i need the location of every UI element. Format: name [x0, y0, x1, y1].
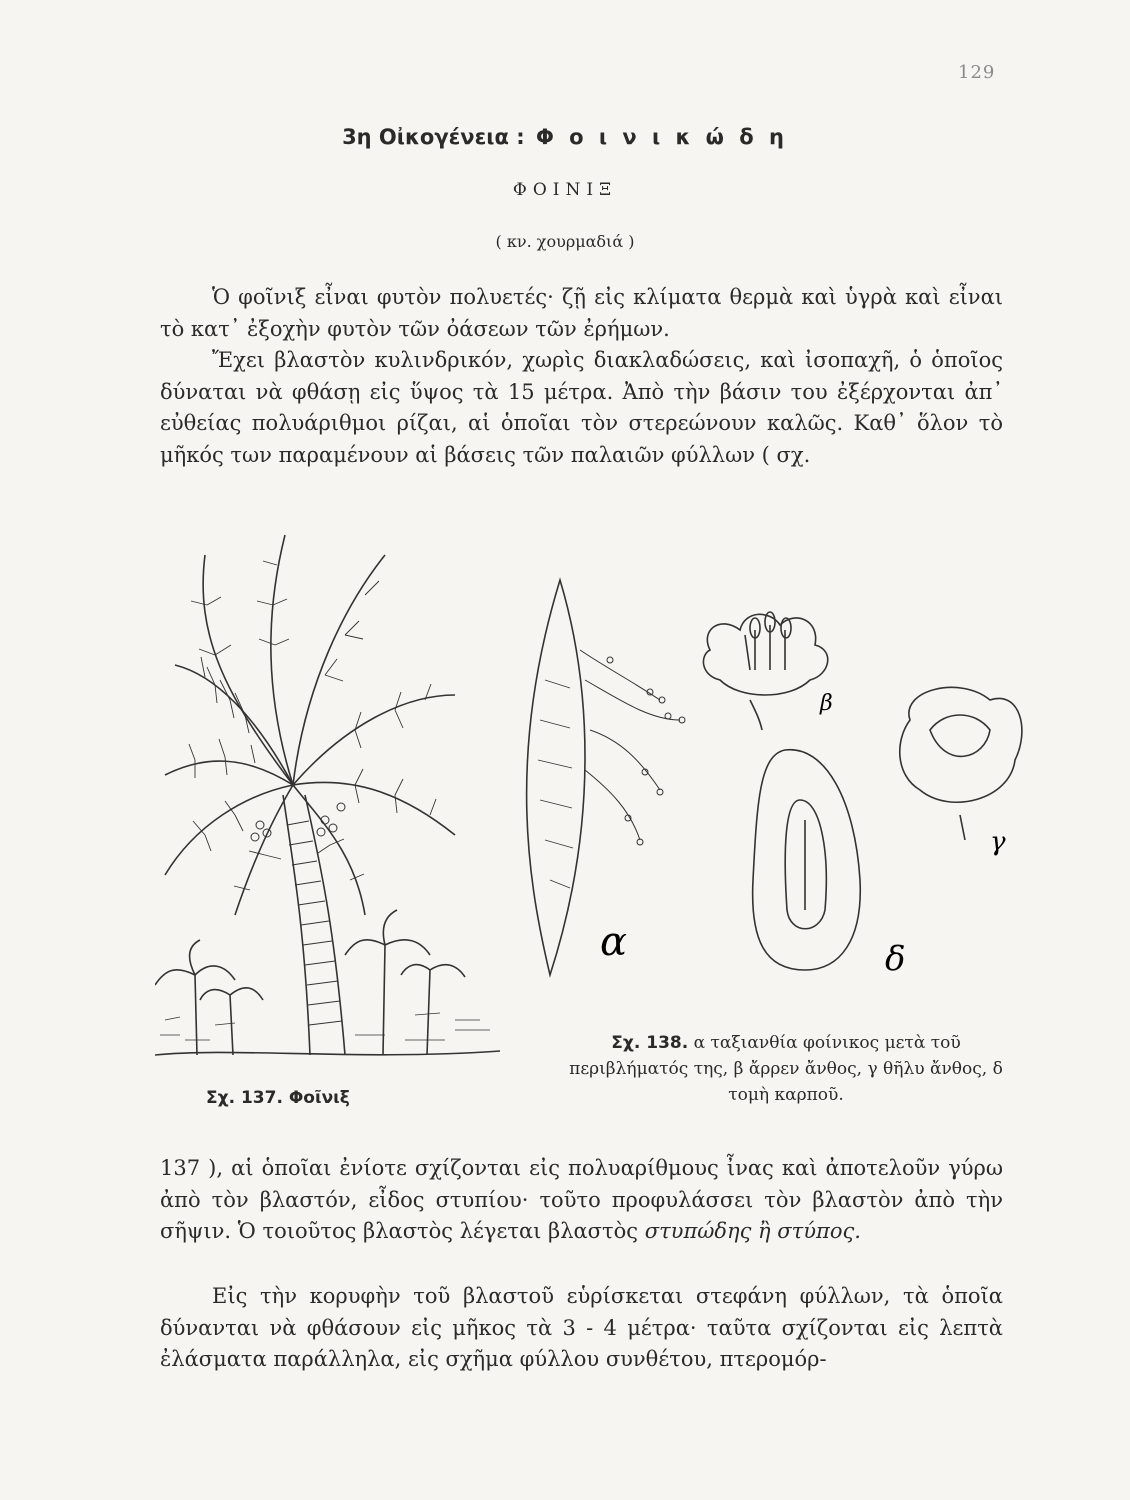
paragraph-3-italic: στυπώδης ἢ στύπος.	[644, 1219, 861, 1243]
palm-tree-figure	[155, 495, 505, 1080]
label-delta: δ	[885, 939, 906, 979]
figure-137-caption: Σχ. 137. Φοῖνιξ	[206, 1088, 350, 1108]
label-beta: β	[820, 691, 833, 716]
paragraph-3-text: 137 ), αἱ ὁποῖαι ἐνίοτε σχίζονται εἰς πολυαρίθμους ἶνας καὶ ἀποτελοῦν γύρω ἀπὸ τὸν βλαστόν, εἶδος στυπίου· τοῦτο προφυλάσσει τὸν βλαστὸν ἀπὸ τὴν σῆψιν. Ὁ τοιοῦτος βλαστὸς λέγεται βλαστὸς	[160, 1156, 1003, 1243]
paragraph-3	[160, 1153, 1003, 1248]
paragraph-1: Ὁ φοῖνιξ εἶναι φυτὸν πολυετές· ζῇ εἰς κλίματα θερμὰ καὶ ὑγρὰ καὶ εἶναι τὸ κατ᾽ ἐξοχὴν φυτὸν τῶν ὀάσεων τῶν ἐρήμων.	[160, 285, 1003, 341]
family-title	[0, 125, 1130, 149]
family-title-prefix: 3η Οἰκογένεια :	[342, 125, 525, 149]
figure-138-text: α ταξιανθία φοίνικος μετὰ τοῦ περιβλήματός της, β ἄρρεν ἄνθος, γ θῆλυ ἄνθος, δ τομὴ καρποῦ.	[569, 1033, 1003, 1105]
label-alpha: α	[600, 919, 628, 965]
common-name: ( κν. χουρμαδιά )	[495, 232, 635, 251]
paragraph-2: Ἔχει βλαστὸν κυλινδρικόν, χωρὶς διακλαδώσεις, καὶ ἰσοπαχῆ, ὁ ὁποῖος δύναται νὰ φθάσῃ εἰς ὕψος τὰ 15 μέτρα. Ἀπὸ τὴν βάσιν του ἐξέρχονται ἀπ᾽ εὐθείας πολυάριθμοι ρίζαι, αἱ ὁποῖαι τὸν στερεώνουν καλῶς. Καθ᾽ ὅλον τὸ μῆκός των παραμένουν αἱ βάσεις τῶν παλαιῶν φύλλων ( σχ.	[160, 348, 1003, 467]
inflorescence-figure	[490, 560, 1035, 980]
label-gamma: γ	[990, 827, 1006, 857]
family-title-name: Φ ο ι ν ι κ ώ δ η	[535, 125, 788, 149]
figure-138-label: Σχ. 138.	[611, 1033, 689, 1053]
page-number: 129	[958, 62, 996, 83]
section-title: ΦΟΙΝΙΞ	[512, 180, 618, 200]
figure-138-caption	[566, 1030, 1006, 1108]
paragraph-4: Εἰς τὴν κορυφὴν τοῦ βλαστοῦ εὑρίσκεται στεφάνη φύλλων, τὰ ὁποῖα δύνανται νὰ φθάσουν εἰς μῆκος τὰ 3 - 4 μέτρα· ταῦτα σχίζονται εἰς λεπτὰ ἐλάσματα παράλληλα, εἰς σχῆμα φύλλου συνθέτου, πτερομόρ-	[160, 1284, 1003, 1371]
